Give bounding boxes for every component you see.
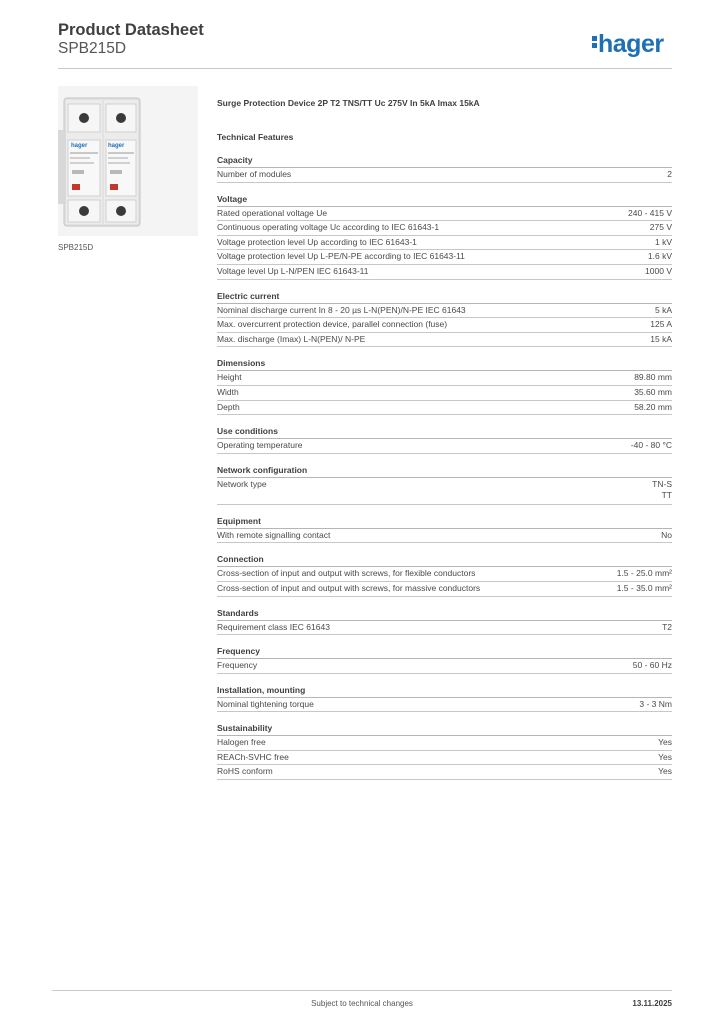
spec-value: 1.6 kV [647, 251, 672, 262]
spec-label: Requirement class IEC 61643 [217, 621, 330, 632]
spec-row [217, 207, 672, 222]
section-title: Frequency [217, 645, 672, 659]
spec-label: Max. overcurrent protection device, parallel connection (fuse) [217, 319, 448, 330]
spec-value: Yes [658, 766, 672, 777]
spec-label: Frequency [217, 660, 258, 671]
spec-row [217, 567, 672, 582]
spec-value: 89.80 mm [634, 372, 672, 383]
spec-value: 3 - 3 Nm [639, 698, 672, 709]
section-title: Use conditions [217, 425, 672, 439]
section-title: Sustainability [217, 722, 672, 736]
section-title: Standards [217, 607, 672, 621]
logo-dots-icon [592, 34, 598, 50]
product-brand-mark: hager [108, 143, 125, 149]
spec-value: 275 V [649, 222, 672, 233]
spec-row [217, 318, 672, 333]
spec-row [217, 478, 672, 505]
spec-section [217, 645, 672, 674]
logo-text: hager [598, 30, 664, 58]
spec-label: With remote signalling contact [217, 529, 331, 540]
surge-protector-illustration [58, 86, 198, 236]
spec-row [217, 751, 672, 766]
spec-value: 240 - 415 V [628, 207, 672, 218]
spec-row [217, 765, 672, 780]
spec-row [217, 386, 672, 401]
product-image [58, 86, 198, 236]
spec-value: Yes [658, 737, 672, 748]
spec-row [217, 698, 672, 713]
spec-value: TN-S TT [652, 478, 672, 501]
header-divider [58, 68, 672, 69]
spec-row [217, 529, 672, 544]
technical-features-heading: Technical Features [217, 132, 294, 142]
spec-value: 58.20 mm [634, 401, 672, 412]
footer-note: Subject to technical changes [311, 999, 413, 1008]
spec-label: Voltage protection level Up according to IEC 61643-1 [217, 236, 417, 247]
header [58, 20, 204, 58]
spec-value: No [661, 529, 672, 540]
spec-value: Yes [658, 751, 672, 762]
spec-row [217, 582, 672, 597]
spec-section [217, 722, 672, 780]
hager-logo [592, 30, 664, 59]
spec-value: T2 [662, 621, 672, 632]
section-title: Installation, mounting [217, 684, 672, 698]
spec-label: Number of modules [217, 169, 292, 179]
section-title: Electric current [217, 290, 672, 304]
spec-label: Halogen free [217, 737, 266, 748]
product-brand-mark: hager [71, 143, 88, 149]
spec-value: 5 kA [654, 304, 672, 315]
spec-value: 1.5 - 25.0 mm² [616, 568, 672, 579]
section-title: Equipment [217, 515, 672, 529]
footer-divider [52, 990, 672, 991]
spec-row [217, 659, 672, 674]
spec-label: Network type [217, 478, 267, 489]
spec-label: Continuous operating voltage Uc according to IEC 61643-1 [217, 222, 440, 233]
section-title: Voltage [217, 193, 672, 207]
spec-label: RoHS conform [217, 766, 273, 777]
spec-sheet [217, 96, 672, 780]
spec-row [217, 304, 672, 319]
spec-section [217, 193, 672, 280]
spec-section [217, 464, 672, 505]
spec-row [217, 401, 672, 416]
spec-row [217, 265, 672, 280]
spec-section [217, 425, 672, 454]
product-code: SPB215D [58, 40, 127, 57]
spec-row [217, 333, 672, 348]
spec-row [217, 736, 672, 751]
section-title: Network configuration [217, 464, 672, 478]
spec-label: REACh-SVHC free [217, 751, 289, 762]
spec-value: 15 kA [650, 333, 672, 344]
footer-date: 13.11.2025 [632, 999, 672, 1008]
spec-value: 125 A [650, 319, 672, 330]
spec-value: 1 kV [654, 236, 672, 247]
spec-section [217, 607, 672, 636]
spec-label: Max. discharge (Imax) L-N(PEN)/ N-PE [217, 333, 366, 344]
spec-label: Depth [217, 401, 240, 412]
spec-label: Cross-section of input and output with screws, for massive conductors [217, 582, 481, 593]
section-title: Dimensions [217, 357, 672, 371]
spec-label: Voltage protection level Up L-PE/N-PE according to IEC 61643-11 [217, 251, 465, 262]
spec-label: Nominal tightening torque [217, 698, 314, 709]
spec-label: Operating temperature [217, 440, 303, 451]
spec-section [217, 684, 672, 713]
spec-value: 1000 V [645, 265, 672, 276]
spec-sections [217, 154, 672, 780]
spec-row [217, 168, 672, 183]
spec-value: 35.60 mm [634, 386, 672, 397]
spec-section [217, 357, 672, 415]
spec-value: 50 - 60 Hz [632, 660, 672, 671]
spec-label: Width [217, 386, 239, 397]
spec-label: Cross-section of input and output with screws, for flexible conductors [217, 568, 476, 579]
spec-section [217, 515, 672, 544]
spec-row [217, 439, 672, 454]
spec-row [217, 621, 672, 636]
product-title: Surge Protection Device 2P T2 TNS/TT Uc 275V In 5kA Imax 15kA [217, 98, 480, 108]
spec-value: -40 - 80 °C [630, 440, 672, 451]
spec-label: Rated operational voltage Ue [217, 207, 328, 218]
spec-row [217, 371, 672, 386]
spec-section [217, 154, 672, 183]
spec-label: Voltage level Up L-N/PEN IEC 61643-11 [217, 265, 369, 276]
spec-section [217, 553, 672, 596]
section-title: Capacity [217, 154, 672, 168]
section-title: Connection [217, 553, 672, 567]
spec-row [217, 221, 672, 236]
spec-value: 2 [667, 169, 672, 179]
spec-label: Height [217, 372, 242, 383]
spec-row [217, 236, 672, 251]
spec-row [217, 250, 672, 265]
page-title: Product Datasheet [58, 21, 204, 39]
image-caption: SPB215D [58, 243, 94, 252]
spec-label: Nominal discharge current In 8 - 20 µs L-N(PEN)/N-PE IEC 61643 [217, 304, 466, 315]
spec-section [217, 290, 672, 348]
spec-value: 1.5 - 35.0 mm² [616, 582, 672, 593]
